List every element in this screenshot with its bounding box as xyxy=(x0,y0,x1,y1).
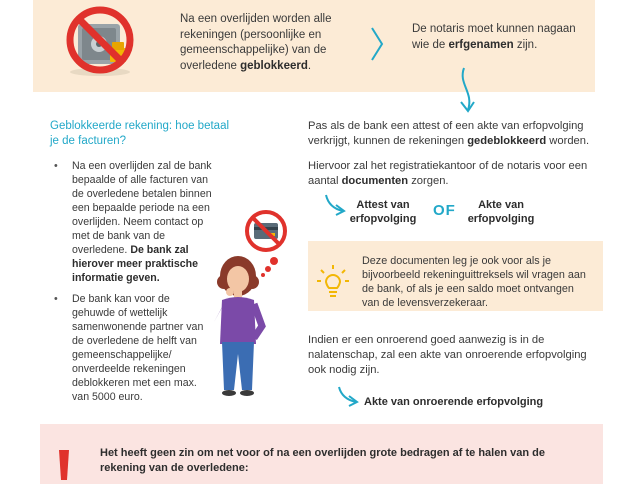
arrow-down-icon xyxy=(456,66,478,114)
akte-label: Akte van erfopvolging xyxy=(467,199,535,225)
deblock-paragraph: Pas als de bank een attest of een akte van erfopvolging verkrijgt, kunnen de rekeningen gedeblokkeerd worden. xyxy=(308,120,590,147)
notaris-text: De notaris moet kunnen nagaan wie de erfgenamen zijn. xyxy=(412,23,576,51)
arrow-down-right-icon xyxy=(336,385,362,407)
attest-label: Attest van erfopvolging xyxy=(349,199,417,225)
tip-text: Deze documenten leg je ook voor als je bijvoorbeeld rekeninguittreksels wil vragen aan de bank, of als je een saldo moet ontvangen van de levensverzekeraar. xyxy=(362,255,586,309)
chevron-right-icon xyxy=(370,26,384,62)
real-estate-paragraph: Indien er een onroerend goed aanwezig is in de nalatenschap, zal een akte van onroerende erfopvolging ook nodig zijn. xyxy=(308,334,587,376)
blocked-card-icon xyxy=(243,208,289,254)
question-heading: Geblokkeerde rekening: hoe betaal je de facturen? xyxy=(50,120,230,147)
bullet-list xyxy=(52,159,212,411)
or-label: OF xyxy=(433,202,456,219)
documents-paragraph: Hiervoor zal het registratiekantoor of de notaris voor een aantal documenten zorgen. xyxy=(308,160,588,187)
lightbulb-icon xyxy=(316,264,350,300)
blocked-accounts-text: Na een overlijden worden alle rekeningen (persoonlijke en gemeenschappelijke) van de overledene geblokkeerd. xyxy=(180,13,332,72)
list-item: • De bank kan voor de gehuwde of wettelijk samenwonende partner van de overledene de helft van gemeenschappelijke/ onverdeelde rekeningen deblokkeren met een max. van 5000 euro. xyxy=(52,292,212,404)
list-item: • Na een overlijden zal de bank bepaalde of alle facturen van de overledene betalen binnen een bepaalde periode na een overlijden. Neem contact op met de bank van de overledene. De bank zal hierover meer praktische informatie geven. xyxy=(52,159,212,285)
woman-illustration xyxy=(200,252,274,397)
blocked-safe-icon xyxy=(60,2,140,78)
warning-text: Het heeft geen zin om net voor of na een overlijden grote bedragen af te halen van de rekening van de overledene: xyxy=(100,447,545,474)
onroerend-label: Akte van onroerende erfopvolging xyxy=(364,396,544,408)
exclamation-icon xyxy=(56,448,72,488)
